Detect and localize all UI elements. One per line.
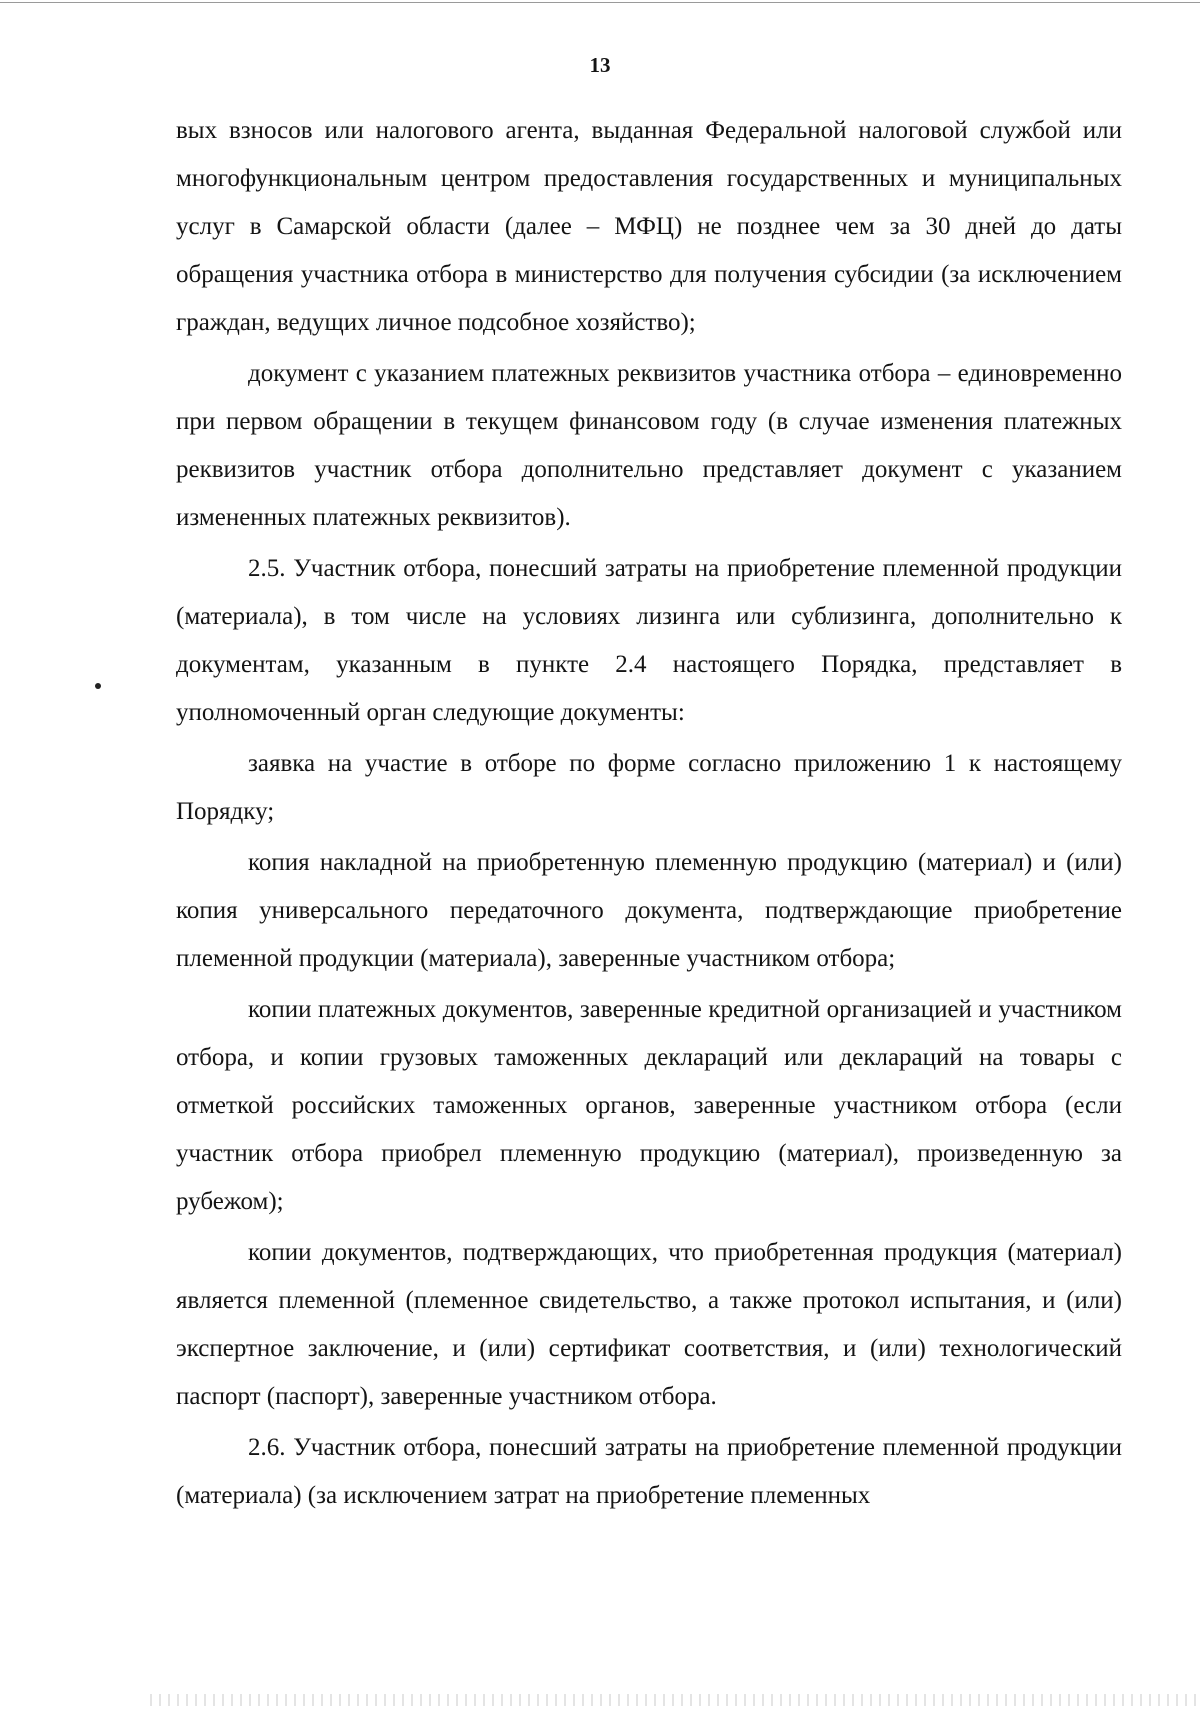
document-body bbox=[176, 107, 1122, 1523]
paragraph-breeding-documents: копии документов, подтверждающих, что приобретенная продукция (материал) является племенной (племенное свидетельство, а также протокол испытания, и (или) экспертное заключение, и (или) сертификат соответствия, и (или) технологический паспорт (паспорт), заверенные участником отбора. bbox=[176, 1239, 1122, 1410]
page-number: 13 bbox=[589, 53, 611, 77]
paragraph-payment-documents: копии платежных документов, заверенные кредитной организацией и участником отбора, и копии грузовых таможенных деклараций или деклараций на товары с отметкой российских таможенных органов, заверенные участником отбора (если участник отбора приобрел племенную продукцию (материал), произведенную за рубежом); bbox=[176, 996, 1122, 1215]
paragraph-section-2-6: 2.6. Участник отбора, понесший затраты на приобретение племенной продукции (материала) (за исключением затрат на приобретение племенных bbox=[176, 1434, 1122, 1509]
paragraph-section-2-5: 2.5. Участник отбора, понесший затраты на приобретение племенной продукции (материала), в том числе на условиях лизинга или сублизинга, дополнительно к документам, указанным в пункте 2.4 настоящего Порядка, представляет в уполномоченный орган следующие документы: bbox=[176, 555, 1122, 726]
scan-noise-strip bbox=[150, 1694, 1200, 1706]
paragraph-invoice-copy: копия накладной на приобретенную племенную продукцию (материал) и (или) копия универсального передаточного документа, подтверждающие приобретение племенной продукции (материала), заверенные участником отбора; bbox=[176, 849, 1122, 972]
paragraph-payment-details: документ с указанием платежных реквизитов участника отбора – единовременно при первом обращении в текущем финансовом году (в случае изменения платежных реквизитов участник отбора дополнительно представляет документ с указанием измененных платежных реквизитов). bbox=[176, 360, 1122, 531]
scan-speck bbox=[95, 683, 101, 689]
top-border-line bbox=[0, 2, 1200, 3]
paragraph-tax-certificate: вых взносов или налогового агента, выданная Федеральной налоговой службой или многофункциональным центром предоставления государственных и муниципальных услуг в Самарской области (далее – МФЦ) не позднее чем за 30 дней до даты обращения участника отбора в министерство для получения субсидии (за исключением граждан, ведущих личное подсобное хозяйство); bbox=[176, 117, 1122, 336]
paragraph-application: заявка на участие в отборе по форме согласно приложению 1 к настоящему Порядку; bbox=[176, 750, 1122, 825]
